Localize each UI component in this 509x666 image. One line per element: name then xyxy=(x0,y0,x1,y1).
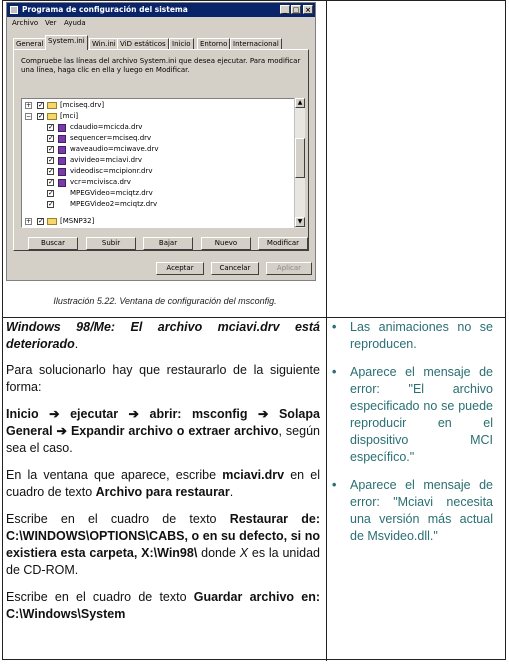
checkbox[interactable]: ✓ xyxy=(38,217,44,225)
bullet-icon: • xyxy=(332,478,337,492)
scroll-thumb[interactable] xyxy=(295,138,305,178)
aplicar-button[interactable]: Aplicar xyxy=(266,262,312,275)
checkbox[interactable]: ✓ xyxy=(38,101,44,109)
problem-title-text: Windows 98/Me: El archivo mciavi.drv está deteriorado xyxy=(6,320,320,351)
scroll-down-icon[interactable]: ▼ xyxy=(295,217,305,227)
solution-column xyxy=(6,319,320,633)
tree-label: waveaudio=mciwave.drv xyxy=(70,145,159,153)
tree-label: avivideo=mciavi.drv xyxy=(70,156,143,164)
menu-bar xyxy=(7,18,315,29)
symptom-item xyxy=(330,319,493,353)
buscar-button[interactable]: Buscar xyxy=(28,237,78,250)
driver-file-icon xyxy=(58,146,66,154)
tab-general[interactable]: General xyxy=(13,38,47,49)
tab-win-ini[interactable]: Win.ini xyxy=(89,38,119,49)
tree-label: MPEGVideo2=mciqtz.drv xyxy=(70,200,158,208)
checkbox[interactable]: ✓ xyxy=(48,134,54,142)
checkbox[interactable]: ✓ xyxy=(48,178,54,186)
symptom-text: Las animaciones no se reproducen. xyxy=(350,320,493,351)
checkbox[interactable]: ✓ xyxy=(48,200,54,208)
checkbox[interactable]: ✓ xyxy=(48,145,54,153)
msconfig-window-screenshot xyxy=(6,2,316,281)
step-solapa-general: Solapa General xyxy=(6,407,320,438)
app-icon xyxy=(10,6,18,14)
scroll-up-icon[interactable]: ▲ xyxy=(295,98,305,108)
step-ejecutar: ejecutar xyxy=(70,407,119,421)
window-title: Programa de configuración del sistema xyxy=(22,5,188,14)
minimize-icon[interactable]: _ xyxy=(280,5,290,14)
text-run: Escribe en el cuadro de texto xyxy=(6,512,230,526)
tree-label: cdaudio=mcicda.drv xyxy=(70,123,143,131)
system-ini-panel xyxy=(13,49,309,251)
tree-label: videodisc=mcipionr.drv xyxy=(70,167,153,175)
restore-path: Restaurar de: C:\WINDOWS\OPTIONS\CABS, o en su defecto, si no existiera esta carpeta, X:\Win98\ xyxy=(6,512,320,560)
symptoms-column xyxy=(330,319,493,556)
system-ini-tree[interactable] xyxy=(21,98,299,228)
driver-file-icon xyxy=(58,135,66,143)
steps-paragraph xyxy=(6,406,320,457)
arrow-icon: ➔ xyxy=(128,407,140,421)
text-run: . xyxy=(229,485,234,499)
text-run: es la unidad de CD-ROM. xyxy=(6,546,320,577)
symptom-text: Aparece el mensaje de error: "El archivo especificado no se puede reproducir en el dispositivo MCI específico." xyxy=(350,365,493,464)
row-divider xyxy=(3,317,505,318)
tab-internacional[interactable]: Internacional xyxy=(230,38,282,49)
checkbox[interactable]: ✓ xyxy=(48,123,54,131)
tree-label: [mciseq.drv] xyxy=(60,101,105,109)
text-run: en el cuadro de texto xyxy=(6,468,320,499)
maximize-icon[interactable]: □ xyxy=(292,6,300,14)
symptom-item xyxy=(330,364,493,466)
tab-vid-estaticos[interactable]: ViD estáticos xyxy=(117,38,169,49)
folder-icon xyxy=(47,102,57,109)
symptom-item xyxy=(330,477,493,545)
restore-from-paragraph xyxy=(6,511,320,579)
text-run: Escribe en el cuadro de texto xyxy=(6,590,194,604)
cancelar-button[interactable]: Cancelar xyxy=(211,262,259,275)
menu-ver[interactable]: Ver xyxy=(45,19,57,27)
column-divider xyxy=(326,1,327,661)
save-path: Guardar archivo en: C:\Windows\System xyxy=(6,590,320,621)
field-name: Archivo para restaurar xyxy=(95,485,230,499)
driver-file-icon xyxy=(58,168,66,176)
tab-inicio[interactable]: Inicio xyxy=(169,38,194,49)
step-abrir: abrir: msconfig xyxy=(149,407,248,421)
menu-ayuda[interactable]: Ayuda xyxy=(64,19,86,27)
tree-scrollbar[interactable] xyxy=(294,98,305,228)
driver-file-icon xyxy=(58,179,66,187)
panel-description: Compruebe las líneas del archivo System.ini que desea ejecutar. Para modificar una línea, haga clic en ella y luego en Modificar. xyxy=(21,57,301,74)
nuevo-button[interactable]: Nuevo xyxy=(201,237,251,250)
folder-icon xyxy=(47,113,57,120)
expand-icon[interactable]: + xyxy=(26,218,32,225)
expand-icon[interactable]: + xyxy=(26,102,32,109)
text-run: donde xyxy=(197,546,240,560)
close-icon[interactable]: × xyxy=(303,5,313,14)
arrow-icon: ➔ xyxy=(258,407,269,421)
restore-file-paragraph xyxy=(6,467,320,501)
folder-icon xyxy=(47,218,57,225)
tab-system-ini[interactable]: System.ini xyxy=(45,35,88,50)
save-to-paragraph xyxy=(6,589,320,623)
tree-label: MPEGVideo=mciqtz.drv xyxy=(70,189,153,197)
problem-title-end: . xyxy=(74,337,79,351)
symptom-text: Aparece el mensaje de error: "Mciavi necesita una versión más actual de Msvideo.dll." xyxy=(350,478,493,543)
drive-letter: X xyxy=(239,546,249,560)
checkbox[interactable]: ✓ xyxy=(48,189,54,197)
driver-file-icon xyxy=(58,157,66,165)
collapse-icon[interactable]: − xyxy=(26,113,32,120)
figure-caption: Ilustración 5.22. Ventana de configuración del msconfig. xyxy=(53,296,277,306)
tree-label: [mci] xyxy=(60,112,79,120)
aceptar-button[interactable]: Aceptar xyxy=(156,262,204,275)
arrow-icon: ➔ xyxy=(56,424,67,438)
tree-label: vcr=mcivisca.drv xyxy=(70,178,131,186)
step-expandir: Expandir archivo o extraer archivo xyxy=(70,424,279,438)
file-name: mciavi.drv xyxy=(222,468,285,482)
step-inicio: Inicio xyxy=(6,407,39,421)
checkbox[interactable]: ✓ xyxy=(48,167,54,175)
tab-entorno[interactable]: Entorno xyxy=(197,38,230,49)
menu-archivo[interactable]: Archivo xyxy=(12,19,39,27)
problem-title xyxy=(6,319,320,353)
bullet-icon: • xyxy=(332,365,337,379)
text-run: En la ventana que aparece, escribe xyxy=(6,468,223,482)
subir-button[interactable]: Subir xyxy=(86,237,136,250)
arrow-icon: ➔ xyxy=(49,407,60,421)
window-titlebar xyxy=(7,3,315,17)
tree-label: [MSNP32] xyxy=(60,217,95,225)
steps-tail: , según sea el caso. xyxy=(6,424,320,455)
bajar-button[interactable]: Bajar xyxy=(143,237,193,250)
bullet-icon: • xyxy=(332,320,337,334)
driver-file-icon xyxy=(58,124,66,132)
checkbox[interactable]: ✓ xyxy=(48,156,54,164)
tree-label: sequencer=mciseq.drv xyxy=(70,134,152,142)
modificar-button[interactable]: Modificar xyxy=(258,237,308,250)
checkbox[interactable]: ✓ xyxy=(38,112,44,120)
intro-paragraph: Para solucionarlo hay que restaurarlo de la siguiente forma: xyxy=(6,363,320,394)
